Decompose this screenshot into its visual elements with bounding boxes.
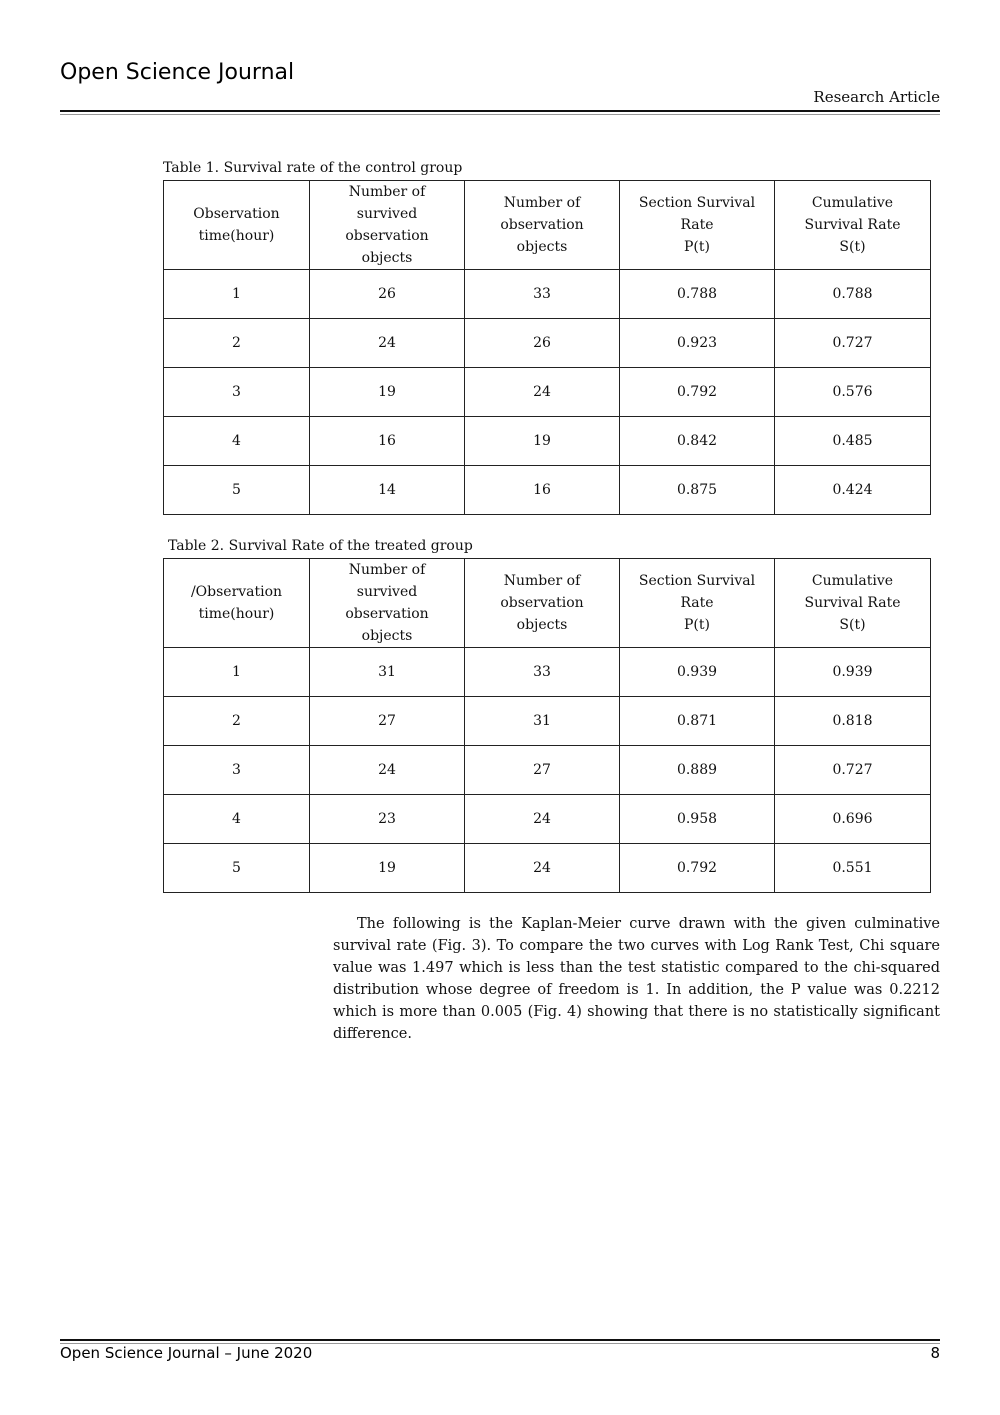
table-cell: 27 xyxy=(465,746,620,795)
table-row xyxy=(164,795,931,844)
table-cell: 31 xyxy=(310,648,465,697)
table1 xyxy=(163,180,931,515)
table-cell: 33 xyxy=(465,648,620,697)
table-cell: 24 xyxy=(465,844,620,893)
table2-block xyxy=(163,536,930,893)
header-rule-thin xyxy=(60,114,940,115)
header-rule xyxy=(60,110,940,112)
table-cell: 1 xyxy=(164,270,310,319)
table2 xyxy=(163,558,931,893)
table-row xyxy=(164,466,931,515)
table-cell: 16 xyxy=(465,466,620,515)
journal-title: Open Science Journal xyxy=(60,60,295,85)
table-row xyxy=(164,746,931,795)
table-cell: 5 xyxy=(164,466,310,515)
table-cell: 0.875 xyxy=(620,466,775,515)
table2-header-cell: Number of observation objects xyxy=(465,559,620,648)
table-cell: 3 xyxy=(164,368,310,417)
table-cell: 3 xyxy=(164,746,310,795)
table-row xyxy=(164,648,931,697)
table-cell: 24 xyxy=(465,368,620,417)
table-cell: 4 xyxy=(164,795,310,844)
table-cell: 0.871 xyxy=(620,697,775,746)
table-cell: 2 xyxy=(164,319,310,368)
table-cell: 0.842 xyxy=(620,417,775,466)
article-type: Research Article xyxy=(813,88,940,106)
table1-header-cell: Number of survived observation objects xyxy=(310,181,465,270)
table-cell: 0.424 xyxy=(775,466,931,515)
table-cell: 16 xyxy=(310,417,465,466)
table-row xyxy=(164,368,931,417)
table-cell: 0.551 xyxy=(775,844,931,893)
table1-header-cell: Cumulative Survival Rate S(t) xyxy=(775,181,931,270)
table-cell: 0.788 xyxy=(620,270,775,319)
table1-header-cell: Number of observation objects xyxy=(465,181,620,270)
table-cell: 23 xyxy=(310,795,465,844)
table-cell: 0.727 xyxy=(775,319,931,368)
table-cell: 24 xyxy=(310,319,465,368)
table-cell: 1 xyxy=(164,648,310,697)
table-cell: 24 xyxy=(310,746,465,795)
table1-caption: Table 1. Survival rate of the control group xyxy=(163,160,463,176)
table-cell: 27 xyxy=(310,697,465,746)
table2-header-cell: Cumulative Survival Rate S(t) xyxy=(775,559,931,648)
table-cell: 33 xyxy=(465,270,620,319)
footer-rule xyxy=(60,1339,940,1341)
table-cell: 0.485 xyxy=(775,417,931,466)
table1-block xyxy=(163,158,930,515)
table-cell: 14 xyxy=(310,466,465,515)
table-cell: 0.788 xyxy=(775,270,931,319)
table-cell: 5 xyxy=(164,844,310,893)
table-cell: 0.727 xyxy=(775,746,931,795)
table-row xyxy=(164,844,931,893)
table-cell: 0.939 xyxy=(620,648,775,697)
table-cell: 0.923 xyxy=(620,319,775,368)
table-cell: 0.696 xyxy=(775,795,931,844)
table-row xyxy=(164,319,931,368)
table-cell: 0.818 xyxy=(775,697,931,746)
table-cell: 26 xyxy=(465,319,620,368)
table-cell: 0.792 xyxy=(620,844,775,893)
table-cell: 0.939 xyxy=(775,648,931,697)
table2-header-cell: Section Survival Rate P(t) xyxy=(620,559,775,648)
table-cell: 26 xyxy=(310,270,465,319)
table-cell: 19 xyxy=(465,417,620,466)
table2-header-cell: Number of survived observation objects xyxy=(310,559,465,648)
table-cell: 19 xyxy=(310,368,465,417)
table1-header-cell: Section Survival Rate P(t) xyxy=(620,181,775,270)
table-cell: 0.889 xyxy=(620,746,775,795)
page-number: 8 xyxy=(930,1344,940,1362)
table-cell: 0.576 xyxy=(775,368,931,417)
table-cell: 24 xyxy=(465,795,620,844)
table-row xyxy=(164,417,931,466)
table1-header-row xyxy=(164,181,931,270)
table2-header-row xyxy=(164,559,931,648)
table-cell: 2 xyxy=(164,697,310,746)
table2-caption: Table 2. Survival Rate of the treated group xyxy=(168,538,473,554)
table-row xyxy=(164,270,931,319)
table1-header-cell: Observation time(hour) xyxy=(164,181,310,270)
table-cell: 0.958 xyxy=(620,795,775,844)
table-cell: 31 xyxy=(465,697,620,746)
table-row xyxy=(164,697,931,746)
table-cell: 4 xyxy=(164,417,310,466)
body-paragraph: The following is the Kaplan-Meier curve drawn with the given culminative survival rate (Fig. 3). To compare the two curves with Log Rank Test, Chi square value was 1.497 which is less than the test statistic compared to the chi-squared distribution whose degree of freedom is 1. In addition, the P value was 0.2212 which is more than 0.005 (Fig. 4) showing that there is no statistically significant difference. xyxy=(333,916,940,1042)
table2-header-cell: /Observation time(hour) xyxy=(164,559,310,648)
footer-journal-date: Open Science Journal – June 2020 xyxy=(60,1344,313,1362)
table-cell: 0.792 xyxy=(620,368,775,417)
table-cell: 19 xyxy=(310,844,465,893)
